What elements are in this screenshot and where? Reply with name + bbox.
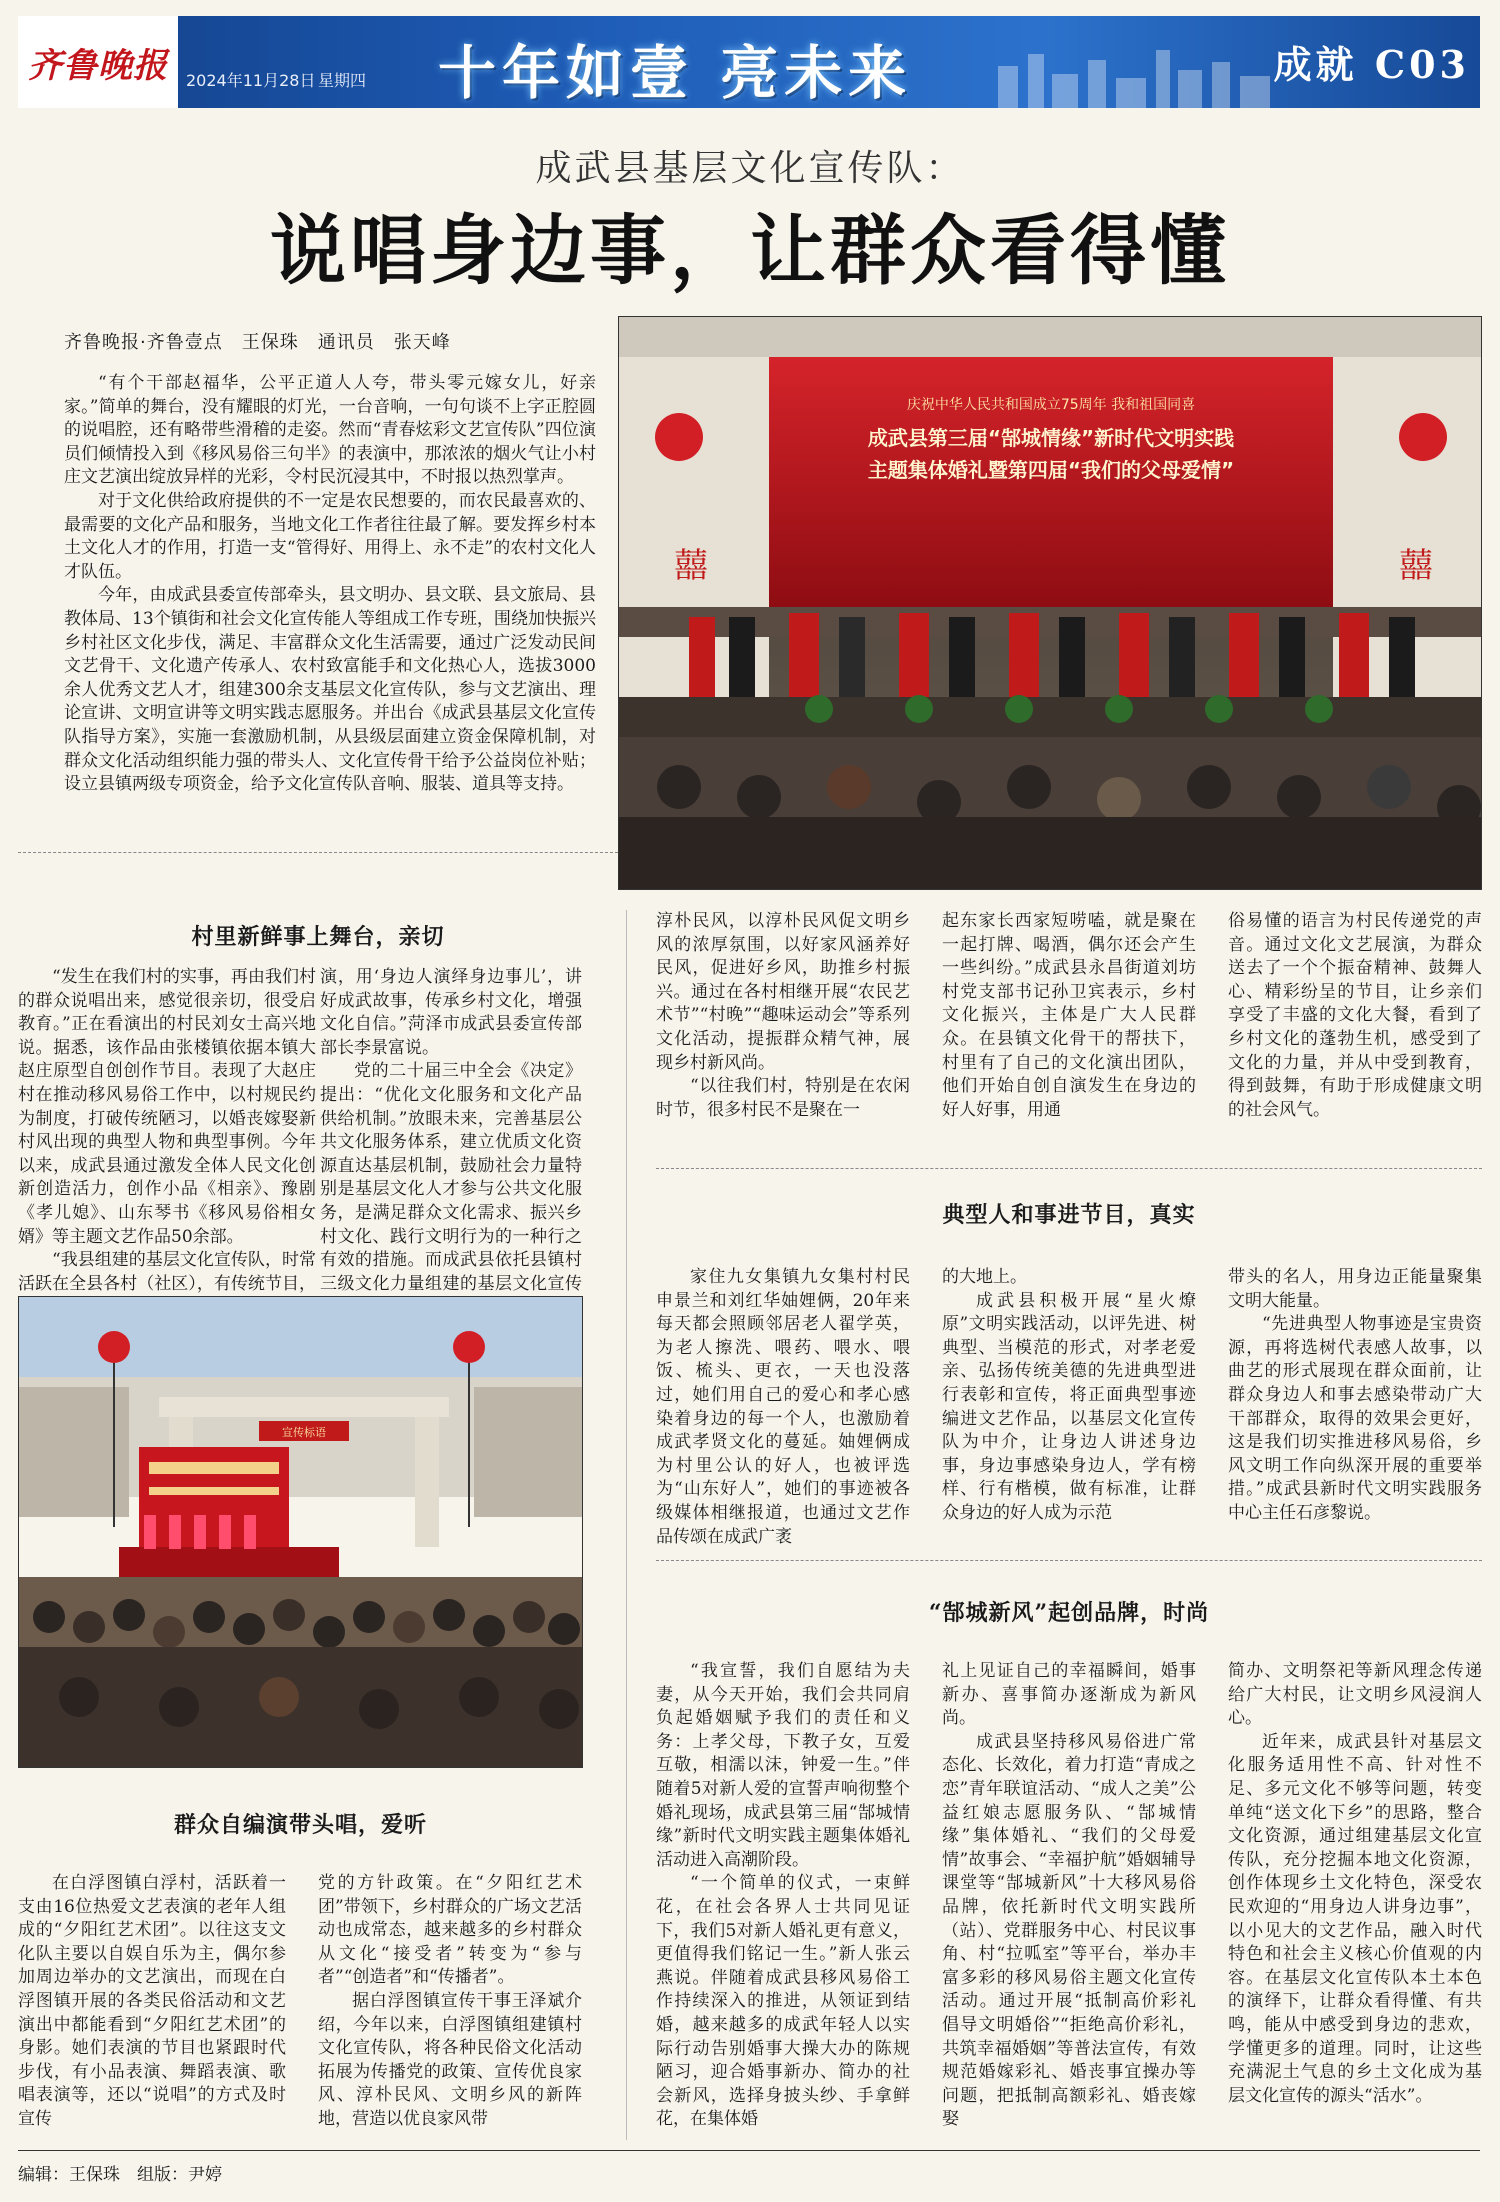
newspaper-logo[interactable]: [18, 16, 178, 108]
lantern-icon: [98, 1331, 130, 1363]
divider: [656, 1168, 1482, 1169]
wedding-stage-illustration: [619, 317, 1482, 890]
sec2-column-b: [942, 1266, 1196, 1526]
paragraph: 带头的名人，用身边正能量聚集文明大能量。: [1228, 1267, 1482, 1311]
paragraph: 据白浮图镇宣传干事王泽斌介绍，今年以来，白浮图镇组建镇村文化宣传队，将各种民俗文化活动拓展为传播党的政策、宣传优良家风、淳朴民风、文明乡风的新阵地，营造以优良家风带: [318, 1990, 582, 2129]
issue-date: 2024年11月28日: [186, 71, 316, 90]
masthead-slogan: 十年如壹 亮未来: [438, 39, 913, 107]
paragraph: “一个简单的仪式，一束鲜花，在社会各界人士共同见证下，我们5对新人婚礼更有意义，更值得我们铭记一生。”新人张云燕说。伴随着成武县移风易俗工作持续深入的推进，从领证到结婚，越来越多的成武年轻人以实际行动告别婚事大操大办的陈规陋习，迎合婚事新办、简办的社会新风，选择身披头纱、手拿鲜花，在集体婚: [656, 1873, 910, 2130]
paragraph: 近年来，成武县针对基层文化服务适用性不高、针对性不足、多元文化不够等问题，转变单纯“送文化下乡”的思路，整合文化资源，通过组建基层文化宣传队，充分挖掘本地文化资源，创作体现乡土文化特色，深受农民欢迎的“用身边人讲身边事”，以小见大的文艺作品，融入时代特色和社会主义核心价值观的内容。在基层文化宣传队本土本色的演绎下，让群众看得懂、有共鸣，能从中感受到身边的悲欢，学懂更多的道理。同时，让这些充满泥土气息的乡土文化成为基层文化宣传的源头“活水”。: [1228, 1731, 1482, 2106]
skyline-icon: [988, 46, 1288, 108]
sec1-column-d: [942, 910, 1196, 1122]
sec1-column-a: [18, 966, 316, 1344]
sec3-column-a: [18, 1872, 286, 2132]
intro-paragraph: “有个干部赵福华，公平正道人人夸，带头零元嫁女儿，好亲家。”简单的舞台，没有耀眼的灯光，一台音响，一句句谈不上字正腔圆的说唱腔，还有略带些滑稽的走姿。然而“青春炫彩文艺宣传队”四位演员们倾情投入到《移风易俗三句半》的表演中，那浓浓的烟火气让小村庄文艺演出绽放异样的光彩，令村民沉浸其中，不时报以热烈掌声。: [64, 373, 596, 488]
paragraph: 起东家长西家短唠嗑，就是聚在一起打牌、喝酒，偶尔还会产生一些纠纷。”成武县永昌街道刘坊村党支部书记孙卫宾表示，乡村文化振兴，主体是广大人民群众。在县镇文化骨干的帮扶下，村里有了自己的文化演出团队，他们开始自创自演发生在身边的好人好事，用通: [942, 911, 1196, 1120]
xi-right: 囍: [1399, 546, 1433, 586]
column-rule: [626, 910, 627, 2140]
intro-paragraph: 对于文化供给政府提供的不一定是农民想要的，而农民最喜欢的、最需要的文化产品和服务，当地文化工作者往往最了解。要发挥乡村本土文化人才的作用，打造一支“管得好、用得上、永不走”的农村文化人才队伍。: [64, 490, 596, 582]
sec4-column-b: [942, 1660, 1213, 2132]
intro-column: [64, 372, 596, 797]
crowd: [19, 1599, 583, 1768]
paragraph: 党的二十届三中全会《决定》提出：“优化文化服务和文化产品供给机制。”放眼未来，完善基层公共文化服务体系，建立优质文化资源直达基层机制，鼓励社会力量特别是基层文化人才参与公共文化服务，是满足群众文化需求、振兴乡村文化、践行文明行为的一种行之有效的措施。而成武县依托县镇村三级文化力量组建的基层文化宣传: [320, 1061, 582, 1294]
paragraph: 成武县积极开展“星火燎原”文明实践活动，以评先进、树典型、当模范的形式，对孝老爱亲、弘扬传统美德的先进典型进行表彰和宣传，将正面典型事迹编进文艺作品，以基层文化宣传队为中介，让身边人讲述身边事，身边事感染身边人，学有榜样、行有楷模，做有标准，让群众身边的好人成为示范: [942, 1290, 1196, 1523]
wedding-stage-photo[interactable]: [618, 316, 1482, 890]
divider: [656, 1560, 1482, 1561]
outdoor-performance-photo[interactable]: [18, 1296, 583, 1768]
paragraph: 演，用‘身边人演绎身边事儿’，讲好成武故事，传承乡村文化，增强文化自信。”菏泽市成武县委宣传部部长李景富说。: [320, 967, 582, 1058]
divider: [18, 852, 618, 853]
paragraph: 简办、文明祭祀等新风理念传递给广大村民，让文明乡风浸润人心。: [1228, 1661, 1482, 1729]
paragraph: 成武县坚持移风易俗进广常态化、长效化，着力打造“青成之恋”青年联谊活动、“成人之美”公益红娘志愿服务队、“郜城情缘”集体婚礼、“我们的父母爱情”故事会、“幸福护航”婚姻辅导课堂等“郜城新风”十大移风易俗品牌，依托新时代文明实践所（站）、党群服务中心、村民议事角、村“拉呱室”等平台，举办丰富多彩的移风易俗主题文化宣传活动。通过开展“抵制高价彩礼 倡导文明婚俗”“拒绝高价彩礼，共筑幸福婚姻”等普法宣传，有效规范婚嫁彩礼、婚丧事宜操办等问题，把抵制高额彩礼、婚丧嫁娶: [942, 1731, 1213, 2130]
sec2-column-a: [656, 1266, 910, 1549]
article-byline: 齐鲁晚报·齐鲁壹点 王保珠 通讯员 张天峰: [64, 332, 451, 353]
sec4-column-a: [656, 1660, 910, 2132]
sec1-column-c: [656, 910, 910, 1122]
section-heading: 村里新鲜事上舞台，亲切: [191, 924, 445, 950]
outdoor-performance-illustration: [19, 1297, 583, 1768]
paragraph: 在白浮图镇白浮村，活跃着一支由16位热爱文艺表演的老年人组成的“夕阳红艺术团”。以往这支文化队主要以自娱自乐为主，偶尔参加周边举办的文艺演出，而现在白浮图镇开展的各类民俗活动和文艺演出中都能看到“夕阳红艺术团”的身影。她们表演的节目也紧跟时代步伐，有小品表演、舞蹈表演、歌唱表演等，还以“说唱”的方式及时宣传: [18, 1873, 286, 2129]
stage-banner-line1: 庆祝中华人民共和国成立75周年 我和祖国同喜: [906, 397, 1196, 413]
paragraph: “以往我们村，特别是在农闲时节，很多村民不是聚在一: [656, 1076, 910, 1120]
paragraph: “发生在我们村的实事，再由我们村的群众说唱出来，感觉很亲切，很受启教育。”正在看演出的村民刘女士高兴地说。据悉，该作品由张楼镇依据本镇大赵庄原型自创创作节目。表现了大赵庄村在推动移风易俗工作中，以村规民约为制度，打破传统陋习，以婚丧嫁娶新村风出现的典型人物和典型事例。今年以来，成武县通过激发全体人民文化创新创造活力，创作小品《相亲》、豫剧《孝儿媳》、山东琴书《移风易俗相女婿》等主题文艺作品50余部。: [18, 967, 316, 1247]
intro-paragraph: 今年，由成武县委宣传部牵头，县文明办、县文联、县文旅局、县教体局、13个镇街和社会文化宣传能人等组成工作专班，围绕加快振兴乡村社区文化步伐，满足、丰富群众文化生活需要，通过广泛发动民间文艺骨干、文化遗产传承人、农村致富能手和文化热心人，选拔3000余人优秀文艺人才，组建300余支基层文化宣传队，参与文艺演出、理论宣讲、文明宣讲等文明实践志愿服务。并出台《成武县基层文化宣传队指导方案》，实施一套激励机制，从县级层面建立资金保障机制，对群众文化活动组织能力强的带头人、文化宣传骨干给予公益岗位补贴；设立县镇两级专项资金，给予文化宣传队音响、服装、道具等支持。: [64, 585, 596, 795]
stage-banner-line3: 主题集体婚礼暨第四届“我们的父母爱情”: [867, 458, 1235, 482]
footer-credits: 编辑：王保珠 组版：尹婷: [18, 2165, 222, 2185]
article-headline: 说唱身边事，让群众看得懂: [270, 206, 1230, 295]
paragraph: 家住九女集镇九女集村村民申景兰和刘红华妯娌俩，20年来每天都会照顾邻居老人翟学英，为老人擦洗、喂药、喂水、喂饭、梳头、更衣，一天也没落过，她们用自己的爱心和孝心感染着身边的每一个人，也激励着成武孝贤文化的蔓延。妯娌俩成为村里公认的好人，也被评选为“山东好人”，她们的事迹被各级媒体相继报道，也通过文艺作品传颂在成武广袤: [656, 1267, 910, 1547]
paragraph: 的大地上。: [942, 1267, 1027, 1287]
sec1-column-e: [1228, 910, 1482, 1122]
article-subtitle: 成武县基层文化宣传队：: [535, 148, 965, 189]
xi-left: 囍: [674, 546, 708, 586]
section-heading: 群众自编演带头唱，爱听: [173, 1812, 427, 1838]
section-heading: 典型人和事进节目，真实: [942, 1202, 1196, 1228]
section-heading: “郜城新风”起创品牌，时尚: [928, 1600, 1210, 1626]
paragraph: “我县组建的基层文化宣传队，时常活跃在全县各村（社区），有传统节目，: [18, 1250, 316, 1294]
newspaper-logo-text: 齐鲁晚报: [28, 45, 168, 86]
sec2-column-c: [1228, 1266, 1482, 1526]
paragraph: 俗易懂的语言为村民传递党的声音。通过文化文艺展演，为群众送去了一个个振奋精神、鼓舞人心、精彩纷呈的节目，让乡亲们享受了丰盛的文化大餐，看到了乡村文化的蓬勃生机，感受到了文化的力量，并从中受到教育，得到鼓舞，有助于形成健康文明的社会风气。: [1228, 911, 1482, 1120]
lantern-icon: [453, 1331, 485, 1363]
gate-banner-text: 宣传标语: [282, 1426, 326, 1439]
masthead: [18, 16, 1480, 108]
sec3-column-b: [318, 1872, 582, 2132]
stage-banner-line2: 成武县第三届“郜城情缘”新时代文明实践: [867, 426, 1235, 450]
page-section-label: 成就 C03: [1273, 42, 1470, 87]
paragraph: “我宣誓，我们自愿结为夫妻，从今天开始，我们会共同肩负起婚姻赋予我们的责任和义务：上孝父母，下教子女，互爱互敬，相濡以沫，钟爱一生。”伴随着5对新人爱的宣誓声响彻整个婚礼现场，成武县第三届“郜城情缘”新时代文明实践主题集体婚礼活动进入高潮阶段。: [656, 1661, 910, 1870]
issue-weekday: 星期四: [318, 71, 367, 90]
paragraph: “先进典型人物事迹是宝贵资源，再将选树代表感人故事，以曲艺的形式展现在群众面前，让群众身边人和事去感染带动广大干部群众，取得的效果会更好，这是我们切实推进移风易俗，乡风文明工作向纵深开展的重要举措。”成武县新时代文明实践服务中心主任石彦黎说。: [1228, 1314, 1482, 1523]
paragraph: 礼上见证自己的幸福瞬间，婚事新办、喜事简办逐渐成为新风尚。: [942, 1661, 1196, 1729]
paragraph: 党的方针政策。在“夕阳红艺术团”带领下，乡村群众的广场文艺活动也成常态，越来越多的乡村群众从文化“接受者”转变为“参与者”“创造者”和“传播者”。: [318, 1873, 582, 1988]
paragraph: 淳朴民风，以淳朴民风促文明乡风的浓厚氛围，以好家风涵养好民风，促进好乡风，助推乡村振兴。通过在各村相继开展“农民艺术节”“村晚”“趣味运动会”等系列文化活动，提振群众精气神，展现乡村新风尚。: [656, 911, 910, 1073]
sec4-column-c: [1228, 1660, 1482, 2108]
footer-rule: [18, 2150, 1480, 2151]
